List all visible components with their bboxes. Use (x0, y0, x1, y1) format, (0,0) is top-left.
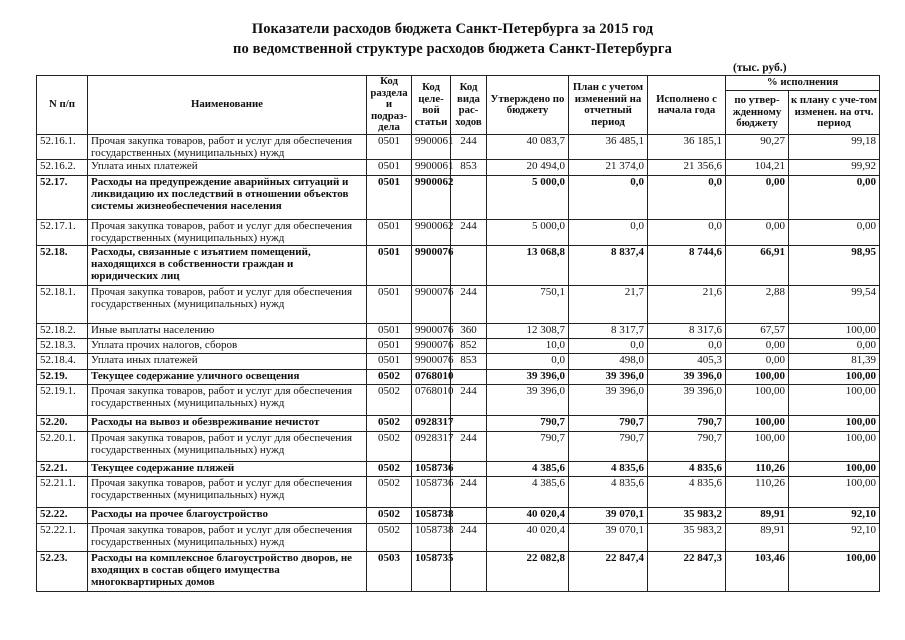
row-pct-budget: 100,00 (726, 385, 789, 416)
row-executed: 0,0 (648, 220, 726, 246)
row-section-code: 0501 (367, 160, 412, 176)
table-row (37, 286, 880, 324)
table-row (37, 160, 880, 176)
row-approved: 0,0 (487, 354, 569, 370)
row-pct-plan: 92,10 (789, 508, 880, 524)
row-approved: 4 385,6 (487, 477, 569, 508)
row-executed: 36 185,1 (648, 135, 726, 160)
row-number: 52.18.2. (37, 324, 88, 339)
row-section-code: 0501 (367, 324, 412, 339)
row-pct-plan: 100,00 (789, 324, 880, 339)
row-plan: 790,7 (569, 416, 648, 432)
row-executed: 0,0 (648, 339, 726, 354)
row-expense-type-code: 853 (451, 160, 487, 176)
row-pct-budget: 89,91 (726, 524, 789, 552)
row-section-code: 0502 (367, 524, 412, 552)
row-name: Уплата иных платежей (88, 160, 367, 176)
row-number: 52.16.1. (37, 135, 88, 160)
row-name: Прочая закупка товаров, работ и услуг для обеспечения государственных (муниципальных) нужд (88, 385, 367, 416)
row-approved: 20 494,0 (487, 160, 569, 176)
header-approved: Утверждено по бюджету (487, 76, 569, 135)
row-executed: 39 396,0 (648, 385, 726, 416)
row-target-code: 9900076 (412, 286, 451, 324)
row-pct-budget: 100,00 (726, 432, 789, 462)
header-plan: План с учетом изменений на отчетный период (569, 76, 648, 135)
row-number: 52.22. (37, 508, 88, 524)
row-name: Текущее содержание уличного освещения (88, 370, 367, 385)
row-pct-plan: 92,10 (789, 524, 880, 552)
row-pct-budget: 100,00 (726, 370, 789, 385)
row-name: Текущее содержание пляжей (88, 462, 367, 477)
row-expense-type-code: 244 (451, 286, 487, 324)
row-section-code: 0502 (367, 508, 412, 524)
row-number: 52.20. (37, 416, 88, 432)
row-pct-budget: 0,00 (726, 176, 789, 220)
row-number: 52.18.3. (37, 339, 88, 354)
row-approved: 4 385,6 (487, 462, 569, 477)
header-num: N п/п (37, 76, 88, 135)
row-plan: 0,0 (569, 339, 648, 354)
table-row (37, 135, 880, 160)
row-target-code: 9900061 (412, 160, 451, 176)
row-name: Расходы на прочее благоустройство (88, 508, 367, 524)
row-expense-type-code (451, 508, 487, 524)
budget-table (36, 75, 880, 592)
row-number: 52.19. (37, 370, 88, 385)
row-number: 52.22.1. (37, 524, 88, 552)
table-row (37, 220, 880, 246)
row-number: 52.18. (37, 246, 88, 286)
row-name: Прочая закупка товаров, работ и услуг для обеспечения государственных (муниципальных) нужд (88, 286, 367, 324)
table-row (37, 354, 880, 370)
row-expense-type-code: 853 (451, 354, 487, 370)
row-approved: 12 308,7 (487, 324, 569, 339)
row-executed: 8 317,6 (648, 324, 726, 339)
row-target-code: 9900061 (412, 135, 451, 160)
row-executed: 22 847,3 (648, 552, 726, 592)
row-target-code: 1058736 (412, 462, 451, 477)
row-expense-type-code: 852 (451, 339, 487, 354)
row-pct-plan: 100,00 (789, 370, 880, 385)
row-pct-plan: 0,00 (789, 220, 880, 246)
row-target-code: 9900062 (412, 176, 451, 220)
row-number: 52.17. (37, 176, 88, 220)
row-plan: 39 070,1 (569, 508, 648, 524)
row-approved: 5 000,0 (487, 220, 569, 246)
row-pct-plan: 81,39 (789, 354, 880, 370)
row-name: Прочая закупка товаров, работ и услуг для обеспечения государственных (муниципальных) нужд (88, 220, 367, 246)
row-expense-type-code (451, 416, 487, 432)
table-row (37, 370, 880, 385)
row-executed: 35 983,2 (648, 508, 726, 524)
table-row (37, 432, 880, 462)
row-approved: 790,7 (487, 416, 569, 432)
row-number: 52.17.1. (37, 220, 88, 246)
table-row (37, 385, 880, 416)
row-number: 52.18.4. (37, 354, 88, 370)
row-plan: 8 317,7 (569, 324, 648, 339)
row-pct-plan: 100,00 (789, 416, 880, 432)
row-pct-budget: 0,00 (726, 220, 789, 246)
row-name: Уплата иных платежей (88, 354, 367, 370)
row-executed: 405,3 (648, 354, 726, 370)
table-row (37, 477, 880, 508)
row-plan: 4 835,6 (569, 477, 648, 508)
row-pct-budget: 0,00 (726, 354, 789, 370)
header-executed: Исполнено с начала года (648, 76, 726, 135)
row-section-code: 0501 (367, 246, 412, 286)
row-number: 52.21.1. (37, 477, 88, 508)
row-target-code: 9900062 (412, 220, 451, 246)
row-executed: 790,7 (648, 416, 726, 432)
row-executed: 0,0 (648, 176, 726, 220)
row-approved: 39 396,0 (487, 385, 569, 416)
row-section-code: 0501 (367, 354, 412, 370)
units-label: (тыс. руб.) (733, 62, 787, 74)
header-section-code: Код раздела и подраз-дела (367, 76, 412, 135)
row-number: 52.21. (37, 462, 88, 477)
row-approved: 13 068,8 (487, 246, 569, 286)
row-plan: 498,0 (569, 354, 648, 370)
row-executed: 39 396,0 (648, 370, 726, 385)
row-number: 52.23. (37, 552, 88, 592)
row-target-code: 9900076 (412, 339, 451, 354)
row-approved: 750,1 (487, 286, 569, 324)
report-subtitle: по ведомственной структуре расходов бюджета Санкт-Петербурга (233, 41, 672, 57)
row-executed: 4 835,6 (648, 477, 726, 508)
row-approved: 5 000,0 (487, 176, 569, 220)
row-plan: 22 847,4 (569, 552, 648, 592)
row-expense-type-code: 360 (451, 324, 487, 339)
row-plan: 0,0 (569, 220, 648, 246)
row-section-code: 0503 (367, 552, 412, 592)
row-name: Прочая закупка товаров, работ и услуг для обеспечения государственных (муниципальных) нужд (88, 477, 367, 508)
row-pct-budget: 103,46 (726, 552, 789, 592)
header-pct-plan: к плану с уче-том изменен. на отч. период (789, 91, 880, 135)
row-pct-budget: 110,26 (726, 462, 789, 477)
row-pct-budget: 0,00 (726, 339, 789, 354)
row-pct-budget: 67,57 (726, 324, 789, 339)
row-expense-type-code: 244 (451, 220, 487, 246)
row-expense-type-code: 244 (451, 477, 487, 508)
header-target-code: Код целе-вой статьи (412, 76, 451, 135)
row-approved: 10,0 (487, 339, 569, 354)
report-title: Показатели расходов бюджета Санкт-Петербурга за 2015 год (251, 21, 654, 37)
table-row (37, 524, 880, 552)
row-pct-plan: 100,00 (789, 432, 880, 462)
row-number: 52.19.1. (37, 385, 88, 416)
row-name: Расходы на вывоз и обезвреживание нечистот (88, 416, 367, 432)
row-number: 52.20.1. (37, 432, 88, 462)
row-plan: 21 374,0 (569, 160, 648, 176)
row-approved: 22 082,8 (487, 552, 569, 592)
row-target-code: 9900076 (412, 354, 451, 370)
row-approved: 39 396,0 (487, 370, 569, 385)
row-section-code: 0502 (367, 416, 412, 432)
row-executed: 8 744,6 (648, 246, 726, 286)
row-name: Прочая закупка товаров, работ и услуг для обеспечения государственных (муниципальных) нужд (88, 524, 367, 552)
row-section-code: 0501 (367, 339, 412, 354)
row-name: Иные выплаты населению (88, 324, 367, 339)
row-section-code: 0501 (367, 135, 412, 160)
row-pct-budget: 110,26 (726, 477, 789, 508)
row-name: Расходы на предупреждение аварийных ситуаций и ликвидацию их последствий в отношении объектов системы жизнеобеспечения населения (88, 176, 367, 220)
row-approved: 790,7 (487, 432, 569, 462)
row-section-code: 0502 (367, 385, 412, 416)
row-plan: 39 070,1 (569, 524, 648, 552)
row-name: Прочая закупка товаров, работ и услуг для обеспечения государственных (муниципальных) нужд (88, 135, 367, 160)
row-executed: 21 356,6 (648, 160, 726, 176)
row-target-code: 1058738 (412, 524, 451, 552)
row-pct-plan: 0,00 (789, 339, 880, 354)
row-target-code: 0928317 (412, 432, 451, 462)
row-target-code: 0768010 (412, 370, 451, 385)
row-plan: 790,7 (569, 432, 648, 462)
row-executed: 35 983,2 (648, 524, 726, 552)
row-executed: 4 835,6 (648, 462, 726, 477)
row-expense-type-code: 244 (451, 524, 487, 552)
row-pct-plan: 100,00 (789, 477, 880, 508)
table-row (37, 416, 880, 432)
row-pct-plan: 0,00 (789, 176, 880, 220)
row-pct-budget: 104,21 (726, 160, 789, 176)
row-plan: 36 485,1 (569, 135, 648, 160)
row-section-code: 0502 (367, 462, 412, 477)
row-expense-type-code (451, 246, 487, 286)
row-plan: 8 837,4 (569, 246, 648, 286)
row-plan: 4 835,6 (569, 462, 648, 477)
row-pct-plan: 99,18 (789, 135, 880, 160)
row-pct-budget: 89,91 (726, 508, 789, 524)
row-section-code: 0502 (367, 370, 412, 385)
row-plan: 39 396,0 (569, 385, 648, 416)
row-executed: 21,6 (648, 286, 726, 324)
table-row (37, 176, 880, 220)
row-expense-type-code (451, 462, 487, 477)
row-pct-plan: 99,54 (789, 286, 880, 324)
row-pct-budget: 90,27 (726, 135, 789, 160)
row-number: 52.18.1. (37, 286, 88, 324)
header-pct-group: % исполнения (726, 76, 880, 91)
row-section-code: 0501 (367, 286, 412, 324)
row-pct-plan: 100,00 (789, 552, 880, 592)
row-target-code: 0768010 (412, 385, 451, 416)
row-expense-type-code: 244 (451, 385, 487, 416)
table-row (37, 462, 880, 477)
row-name: Прочая закупка товаров, работ и услуг для обеспечения государственных (муниципальных) нужд (88, 432, 367, 462)
header-expense-type-code: Код вида рас-ходов (451, 76, 487, 135)
row-pct-plan: 100,00 (789, 462, 880, 477)
row-pct-plan: 99,92 (789, 160, 880, 176)
row-pct-budget: 100,00 (726, 416, 789, 432)
header-pct-budget: по утвер-жденному бюджету (726, 91, 789, 135)
row-expense-type-code (451, 370, 487, 385)
header-name: Наименование (88, 76, 367, 135)
row-pct-budget: 2,88 (726, 286, 789, 324)
row-number: 52.16.2. (37, 160, 88, 176)
row-approved: 40 020,4 (487, 508, 569, 524)
row-target-code: 1058736 (412, 477, 451, 508)
row-expense-type-code: 244 (451, 432, 487, 462)
row-plan: 0,0 (569, 176, 648, 220)
row-approved: 40 083,7 (487, 135, 569, 160)
row-section-code: 0502 (367, 477, 412, 508)
row-name: Расходы на комплексное благоустройство дворов, не входящих в состав общего имущества многоквартирных домов (88, 552, 367, 592)
row-pct-plan: 100,00 (789, 385, 880, 416)
row-plan: 39 396,0 (569, 370, 648, 385)
row-name: Расходы, связанные с изъятием помещений, находящихся в собственности граждан и юридических лиц (88, 246, 367, 286)
row-target-code: 9900076 (412, 324, 451, 339)
row-executed: 790,7 (648, 432, 726, 462)
row-approved: 40 020,4 (487, 524, 569, 552)
row-expense-type-code (451, 552, 487, 592)
row-name: Уплата прочих налогов, сборов (88, 339, 367, 354)
table-row (37, 324, 880, 339)
table-row (37, 552, 880, 592)
row-target-code: 0928317 (412, 416, 451, 432)
row-target-code: 1058738 (412, 508, 451, 524)
row-section-code: 0502 (367, 432, 412, 462)
table-row (37, 246, 880, 286)
row-expense-type-code: 244 (451, 135, 487, 160)
table-row (37, 508, 880, 524)
row-pct-plan: 98,95 (789, 246, 880, 286)
row-pct-budget: 66,91 (726, 246, 789, 286)
table-row (37, 339, 880, 354)
row-target-code: 1058735 (412, 552, 451, 592)
row-target-code: 9900076 (412, 246, 451, 286)
row-section-code: 0501 (367, 220, 412, 246)
row-expense-type-code (451, 176, 487, 220)
row-plan: 21,7 (569, 286, 648, 324)
row-section-code: 0501 (367, 176, 412, 220)
